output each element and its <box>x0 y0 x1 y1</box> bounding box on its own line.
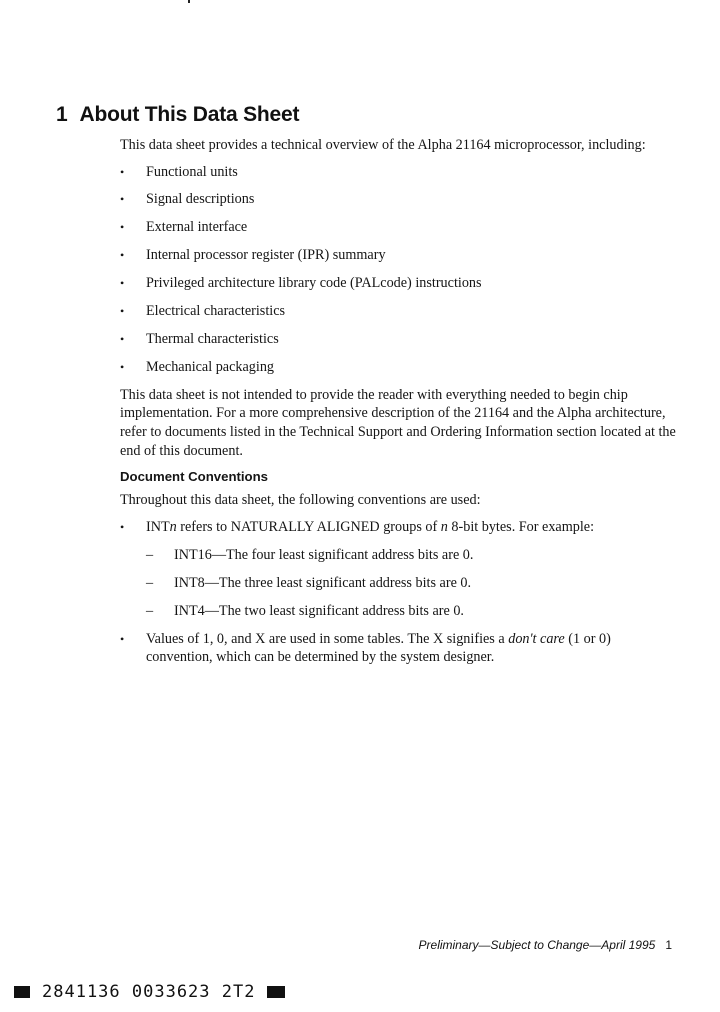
list-item: • Signal descriptions <box>120 190 680 209</box>
int-middle: refers to NATURALLY ALIGNED groups of <box>176 519 441 536</box>
footer-status: Preliminary—Subject to Change—April 1995 <box>418 938 656 952</box>
list-item: • Privileged architecture library code (PALcode) instructions <box>120 274 680 293</box>
page-number: 1 <box>665 938 672 952</box>
scan-barcode <box>14 982 285 1002</box>
section-body <box>120 136 680 676</box>
values-after: (1 or 0) convention, which can be determined by the system designer. <box>146 630 611 666</box>
list-item: – INT4—The two least significant address bits are 0. <box>146 602 680 621</box>
dont-care-emphasis: don't care <box>508 630 565 647</box>
page-footer <box>419 938 672 952</box>
list-item: • Mechanical packaging <box>120 358 680 377</box>
section-title: About This Data Sheet <box>79 103 300 126</box>
int-examples-list <box>146 546 680 620</box>
conventions-intro: Throughout this data sheet, the following conventions are used: <box>120 491 481 508</box>
disclaimer-paragraph: This data sheet is not intended to provide the reader with everything needed to begin chip implementation. For a more comprehensive description of the 21164 and the Alpha architecture, refer to documents listed in the Technical Support and Ordering Information section located at the end of this document. <box>120 386 676 459</box>
int-suffix: 8-bit bytes. For example: <box>447 519 595 536</box>
scan-mark <box>188 0 190 3</box>
int-prefix: INT <box>146 519 170 536</box>
intro-paragraph: This data sheet provides a technical overview of the Alpha 21164 microprocessor, including: <box>120 137 646 153</box>
conventions-list <box>120 518 680 666</box>
list-item: • Thermal characteristics <box>120 330 680 349</box>
int-variable: n <box>169 519 177 536</box>
list-item: • External interface <box>120 218 680 237</box>
conventions-heading: Document Conventions <box>120 469 268 485</box>
list-item: • Internal processor register (IPR) summary <box>120 246 680 265</box>
list-item: – INT16—The four least significant address bits are 0. <box>146 546 680 565</box>
convention-int-item <box>120 518 680 620</box>
convention-values-item <box>120 630 680 667</box>
list-item: • Electrical characteristics <box>120 302 680 321</box>
topic-list <box>120 163 680 377</box>
barcode-block-left <box>14 986 30 998</box>
section-heading <box>56 103 299 127</box>
barcode-block-right <box>267 986 285 998</box>
barcode-number: 2841136 0033623 2T2 <box>42 982 256 1002</box>
int-variable-2: n <box>440 519 448 536</box>
values-before: Values of 1, 0, and X are used in some tables. The X signifies a <box>146 630 509 647</box>
section-number: 1 <box>56 103 68 126</box>
list-item: • Functional units <box>120 163 680 182</box>
list-item: – INT8—The three least significant address bits are 0. <box>146 574 680 593</box>
